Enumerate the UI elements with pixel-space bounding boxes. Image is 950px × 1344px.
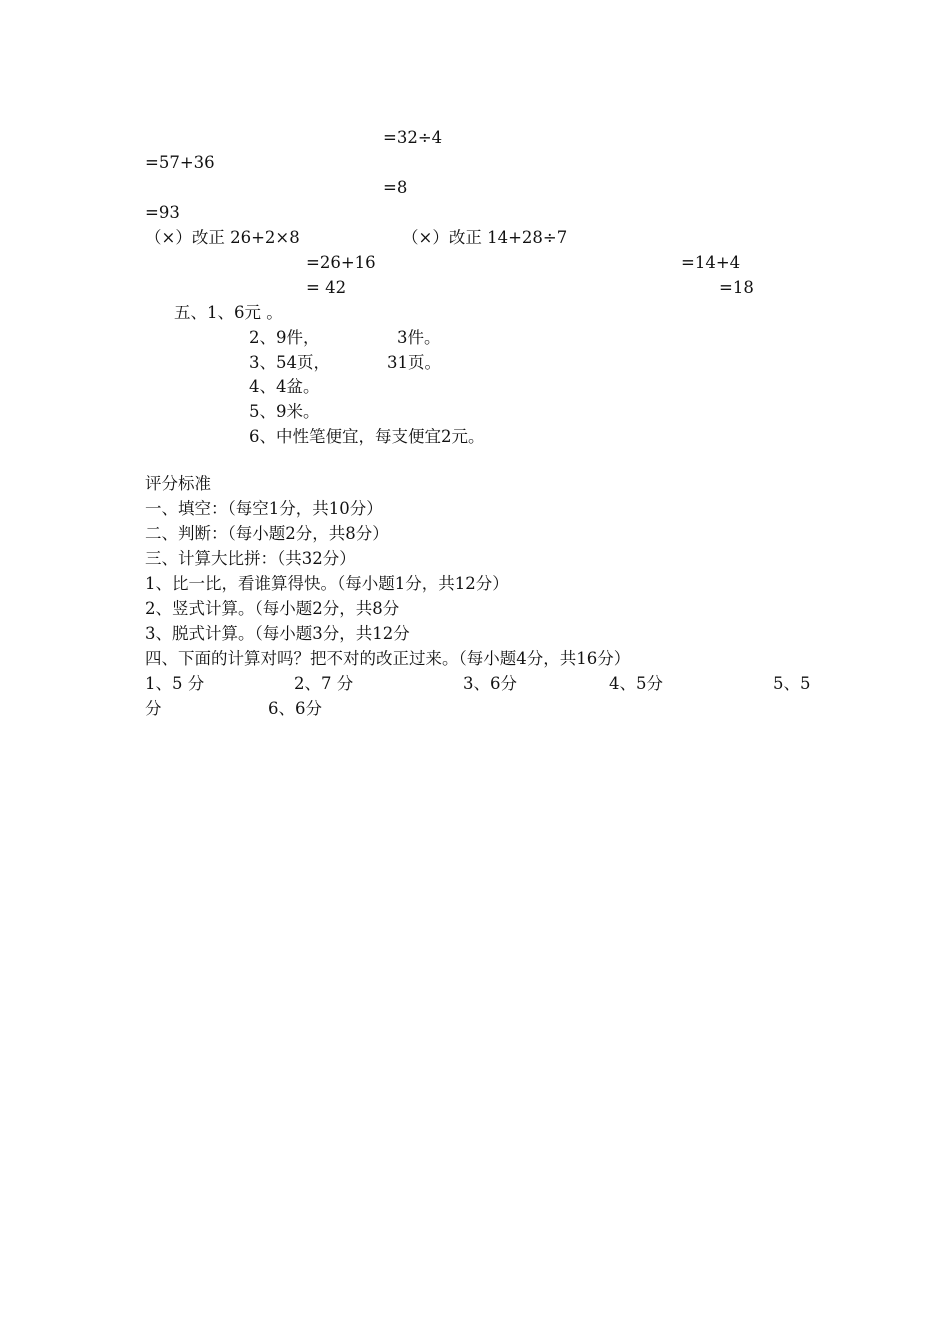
correction-1-mark: （×）改正 26+2×8: [145, 228, 300, 247]
scoring-line: 一、填空：（每空1分，共10分）: [145, 499, 383, 518]
points-item: 2、7 分: [294, 674, 354, 693]
correction-1-step1: =26+16: [306, 253, 376, 272]
points-item: 6、6分: [268, 699, 322, 718]
section5-item1: 五、1、6元 。: [174, 303, 283, 322]
scoring-line: 3、脱式计算。（每小题3分，共12分: [145, 624, 410, 643]
section5-item2-a: 2、9件，: [249, 328, 320, 347]
scoring-line: 四、下面的计算对吗？把不对的改正过来。（每小题4分，共16分）: [145, 649, 631, 668]
scoring-line: 三、计算大比拼：（共32分）: [145, 549, 356, 568]
section5-item4: 4、4盆。: [249, 377, 320, 396]
correction-2-mark: （×）改正 14+28÷7: [402, 228, 568, 247]
correction-2-step1: =14+4: [681, 253, 741, 272]
section5-item2-b: 3件。: [397, 328, 441, 347]
section5-item6: 6、中性笔便宜，每支便宜2元。: [249, 427, 485, 446]
points-item: 3、6分: [463, 674, 517, 693]
points-item: 5、5: [773, 674, 811, 693]
scoring-title: 评分标准: [145, 474, 211, 493]
scoring-line: 二、判断：（每小题2分，共8分）: [145, 524, 389, 543]
points-item: 1、5 分: [145, 674, 205, 693]
scoring-line: 2、竖式计算。（每小题2分，共8分: [145, 599, 400, 618]
calc-a-line2: =8: [383, 178, 408, 197]
section5-item3-b: 31页。: [387, 353, 441, 372]
section5-item3-a: 3、54页，: [249, 353, 330, 372]
correction-1-step2: = 42: [306, 278, 347, 297]
section5-item5: 5、9米。: [249, 402, 320, 421]
scoring-line: 1、比一比，看谁算得快。（每小题1分，共12分）: [145, 574, 509, 593]
correction-2-step2: =18: [719, 278, 754, 297]
points-item: 分: [145, 699, 162, 718]
calc-a-line1: =32÷4: [383, 128, 443, 147]
calc-b-line1: =57+36: [145, 153, 215, 172]
points-item: 4、5分: [609, 674, 663, 693]
calc-b-line2: =93: [145, 203, 180, 222]
